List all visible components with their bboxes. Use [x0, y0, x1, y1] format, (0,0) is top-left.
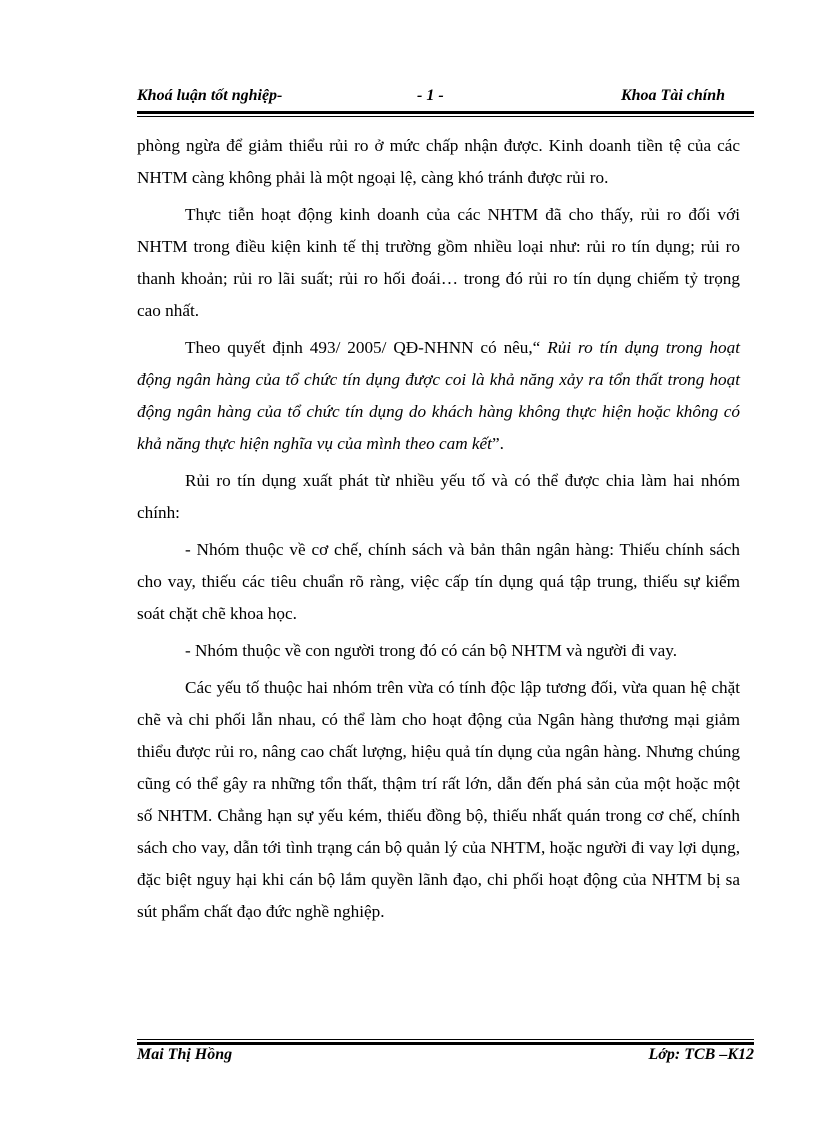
paragraph-3-intro: Theo quyết định 493/ 2005/ QĐ-NHNN có nêu,“ — [185, 338, 548, 357]
header-thesis-label: Khoá luận tốt nghiệp- — [137, 87, 283, 104]
paragraph-3-quote: Rủi ro tín dụng trong hoạt động ngân hàng của tổ chức tín dụng được coi là khả năng xảy ra tổn thất trong hoạt động ngân hàng của tổ chức tín dụng do khách hàng không thực hiện hoặc không có khả năng thực hiện nghĩa vụ của mình theo cam kết — [137, 338, 740, 453]
footer-rule-thick — [137, 1042, 754, 1045]
paragraph-3-end: ”. — [491, 434, 504, 453]
paragraph-4: Rủi ro tín dụng xuất phát từ nhiều yếu tố và có thể được chia làm hai nhóm chính: — [137, 471, 740, 522]
footer-class: Lớp: TCB –K12 — [648, 1046, 754, 1063]
footer-author: Mai Thị Hồng — [137, 1046, 233, 1063]
footer-rule-thin — [137, 1039, 754, 1040]
header-faculty-label: Khoa Tài chính — [620, 87, 725, 104]
list-item-people: - Nhóm thuộc về con người trong đó có cán bộ NHTM và người đi vay. — [185, 641, 678, 660]
list-item-mechanism: - Nhóm thuộc về cơ chế, chính sách và bản thân ngân hàng: Thiếu chính sách cho vay, thiếu các tiêu chuẩn rõ ràng, việc cấp tín dụng quá tập trung, thiếu sự kiểm soát chặt chẽ khoa học. — [137, 540, 740, 623]
paragraph-3 — [137, 332, 740, 460]
header-rule-thick — [137, 111, 754, 114]
document-body — [137, 130, 740, 933]
paragraph-1: phòng ngừa để giảm thiểu rủi ro ở mức chấp nhận được. Kinh doanh tiền tệ của các NHTM càng không phải là một ngoại lệ, càng khó tránh được rủi ro. — [137, 136, 740, 187]
page-footer — [137, 1046, 754, 1068]
paragraph-7: Các yếu tố thuộc hai nhóm trên vừa có tính độc lập tương đối, vừa quan hệ chặt chẽ và chi phối lẫn nhau, có thể làm cho hoạt động của Ngân hàng thương mại giảm thiểu được rủi ro, nâng cao chất lượng, hiệu quả tín dụng của ngân hàng. Nhưng chúng cũng có thể gây ra những tổn thất, thậm trí rất lớn, dẫn đến phá sản của một hoặc một số NHTM. Chẳng hạn sự yếu kém, thiếu đồng bộ, thiếu nhất quán trong cơ chế, chính sách cho vay, dẫn tới tình trạng cán bộ quản lý của NHTM, hoặc người đi vay lợi dụng, đặc biệt nguy hại khi cán bộ lắm quyền lãnh đạo, chi phối hoạt động của NHTM bị sa sút phẩm chất đạo đức nghề nghiệp. — [137, 678, 740, 921]
header-rule-thin — [137, 116, 754, 117]
page-number: - 1 - — [417, 87, 444, 104]
paragraph-2: Thực tiễn hoạt động kinh doanh của các NHTM đã cho thấy, rủi ro đối với NHTM trong điều kiện kinh tế thị trường gồm nhiều loại như: rủi ro tín dụng; rủi ro thanh khoản; rủi ro lãi suất; rủi ro hối đoái… trong đó rủi ro tín dụng chiếm tỷ trọng cao nhất. — [137, 205, 740, 320]
page-header — [137, 87, 754, 109]
